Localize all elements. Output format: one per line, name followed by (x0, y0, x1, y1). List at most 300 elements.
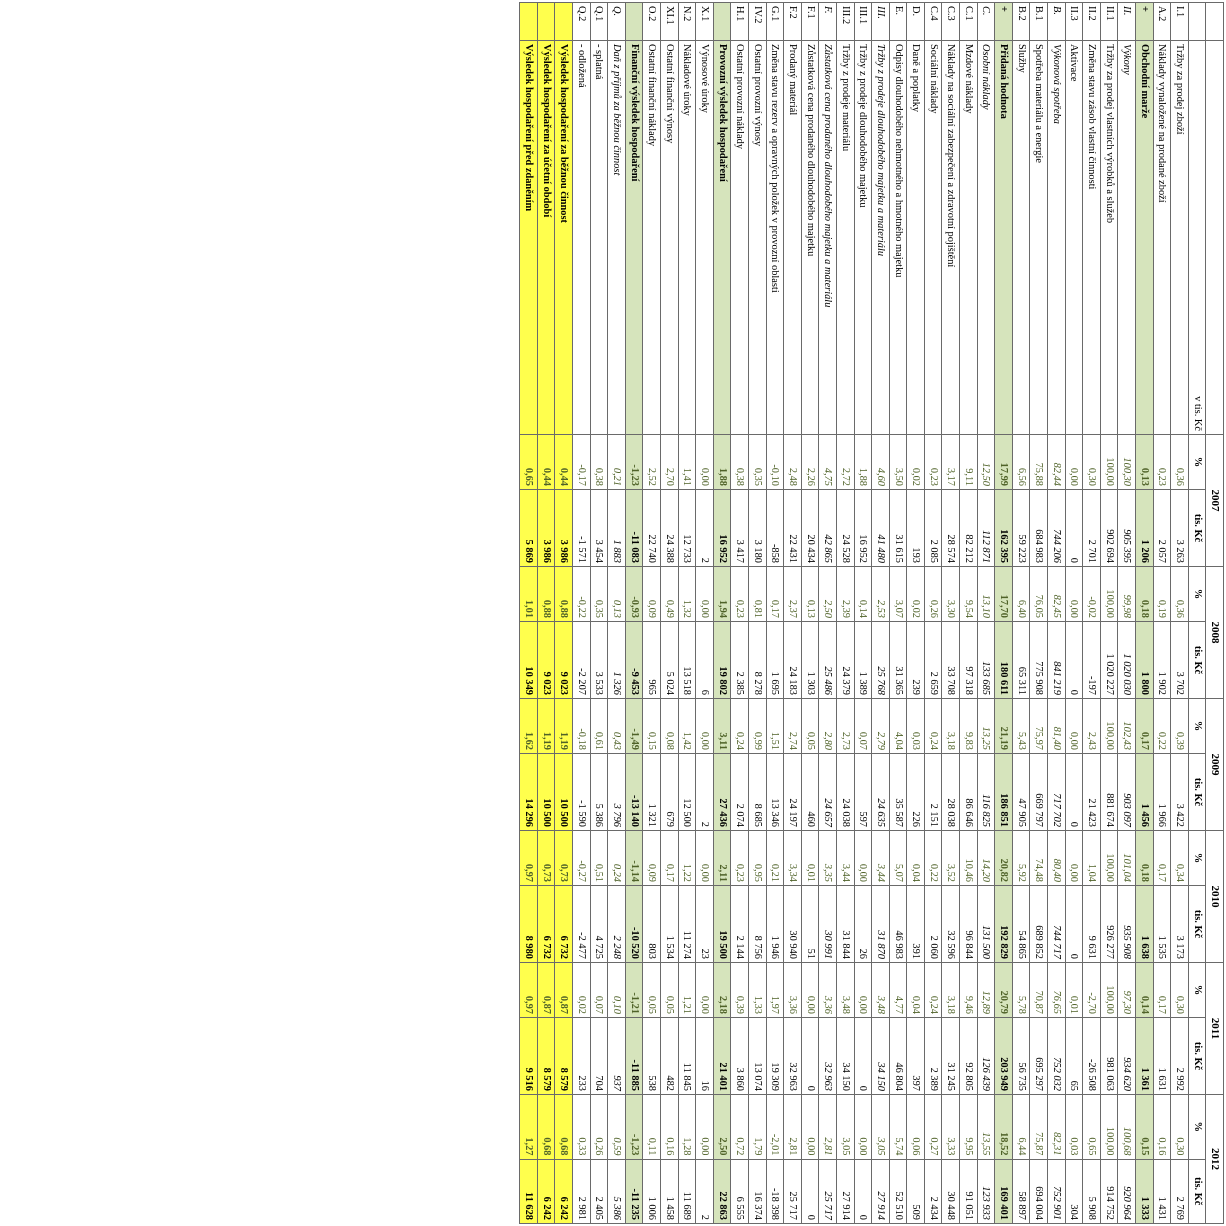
row-label: Přidaná hodnota (995, 41, 1013, 435)
value-cell: 41 480 (872, 490, 890, 567)
value-cell: 3 986 (555, 490, 573, 567)
value-cell: -13 140 (625, 754, 643, 831)
table-row (608, 3, 626, 1224)
percent-cell: 2,74 (784, 699, 802, 754)
percent-cell: 0,09 (643, 567, 661, 622)
value-cell: 304 (1065, 1159, 1083, 1224)
value-cell: 169 401 (995, 1159, 1013, 1224)
value-cell: 12 500 (678, 754, 696, 831)
percent-cell: 0,97 (520, 831, 538, 886)
abs-header: tis. Kč (1188, 490, 1206, 567)
value-cell: 24 528 (836, 490, 854, 567)
row-label: Ostatní finanční náklady (643, 41, 661, 435)
value-cell: 1 206 (1136, 490, 1154, 567)
value-cell: 6 242 (555, 1159, 573, 1224)
percent-cell: 4,77 (889, 963, 907, 1018)
value-cell: 123 933 (977, 1159, 995, 1224)
unit-label: v tis. Kč (1188, 41, 1206, 435)
percent-cell: 0,13 (608, 567, 626, 622)
table-row (1100, 3, 1118, 1224)
percent-cell: 0,59 (608, 1095, 626, 1160)
percent-cell: 3,05 (872, 1095, 890, 1160)
table-row (766, 3, 784, 1224)
value-cell: 97 318 (960, 622, 978, 699)
value-cell: 2 (696, 490, 714, 567)
value-cell: 32 963 (819, 1018, 837, 1095)
row-label: Zůstatková cena prodaného dlouhodobého majetku (801, 41, 819, 435)
table-row (977, 3, 995, 1224)
row-label: Výsledek hospodaření za účetní období (537, 41, 555, 435)
table-row (1118, 3, 1136, 1224)
value-cell: 6 (696, 622, 714, 699)
value-cell: 1 456 (1136, 754, 1154, 831)
value-cell: 34 150 (872, 1018, 890, 1095)
value-cell: 937 (608, 1018, 626, 1095)
value-cell: 126 439 (977, 1018, 995, 1095)
percent-cell: -0,02 (1083, 567, 1101, 622)
percent-cell: 1,19 (537, 699, 555, 754)
percent-cell: 0,34 (1171, 831, 1189, 886)
row-code: B.1 (1030, 3, 1048, 41)
value-cell: 11 689 (678, 1159, 696, 1224)
percent-cell: -0,18 (573, 699, 591, 754)
percent-cell: 0,07 (854, 699, 872, 754)
value-cell: 8 579 (555, 1018, 573, 1095)
percent-cell: 0,04 (907, 831, 925, 886)
row-code: II. (1118, 3, 1136, 41)
percent-cell: 0,35 (748, 435, 766, 490)
table-row (1153, 3, 1171, 1224)
table-row (590, 3, 608, 1224)
row-label: Ostatní provozní náklady (731, 41, 749, 435)
value-cell: 32 596 (942, 886, 960, 963)
row-code (625, 3, 643, 41)
row-label: Spotřeba materiálu a energie (1030, 41, 1048, 435)
percent-cell: 100,00 (1100, 963, 1118, 1018)
value-cell: 2 769 (1171, 1159, 1189, 1224)
percent-cell: 3,11 (713, 699, 731, 754)
table-row (854, 3, 872, 1224)
value-cell: 24 183 (784, 622, 802, 699)
percent-cell: 0,33 (573, 1095, 591, 1160)
value-cell: 1 361 (1136, 1018, 1154, 1095)
percent-cell: 2,53 (872, 567, 890, 622)
table-row (924, 3, 942, 1224)
value-cell: 841 219 (1048, 622, 1066, 699)
value-cell: 22 740 (643, 490, 661, 567)
percent-cell: 6,56 (1012, 435, 1030, 490)
percent-cell: -2,70 (1083, 963, 1101, 1018)
row-code: E. (889, 3, 907, 41)
value-cell: 1 333 (1136, 1159, 1154, 1224)
percent-cell: 0,97 (520, 963, 538, 1018)
row-code: XI.1 (661, 3, 679, 41)
value-cell: 704 (590, 1018, 608, 1095)
row-label: - splatná (590, 41, 608, 435)
row-label: Tržby z prodeje materiálu (836, 41, 854, 435)
value-cell: 3 417 (731, 490, 749, 567)
value-cell: 775 908 (1030, 622, 1048, 699)
percent-cell: 1,21 (678, 963, 696, 1018)
value-cell: 23 (696, 886, 714, 963)
table-row (748, 3, 766, 1224)
value-cell: 11 845 (678, 1018, 696, 1095)
abs-header: tis. Kč (1188, 1018, 1206, 1095)
percent-cell: 0,23 (731, 567, 749, 622)
percent-cell: -1,14 (625, 831, 643, 886)
percent-cell: 6,44 (1012, 1095, 1030, 1160)
percent-cell: 9,83 (960, 699, 978, 754)
percent-cell: -0,10 (766, 435, 784, 490)
value-cell: 902 694 (1100, 490, 1118, 567)
value-cell: 24 038 (836, 754, 854, 831)
value-cell: -2 207 (573, 622, 591, 699)
percent-cell: 0,35 (590, 567, 608, 622)
percent-cell: 6,40 (1012, 567, 1030, 622)
value-cell: 0 (1065, 490, 1083, 567)
percent-cell: 102,43 (1118, 699, 1136, 754)
pct-header: % (1188, 699, 1206, 754)
table-row (836, 3, 854, 1224)
table-row (520, 3, 538, 1224)
value-cell: 920 964 (1118, 1159, 1136, 1224)
value-cell: 2 151 (924, 754, 942, 831)
table-row (942, 3, 960, 1224)
percent-cell: 5,74 (889, 1095, 907, 1160)
value-cell: 25 717 (784, 1159, 802, 1224)
value-cell: 31 245 (942, 1018, 960, 1095)
value-cell: 22 863 (713, 1159, 731, 1224)
value-cell: 6 242 (537, 1159, 555, 1224)
percent-cell: 3,50 (889, 435, 907, 490)
value-cell: 881 674 (1100, 754, 1118, 831)
value-cell: 2 659 (924, 622, 942, 699)
value-cell: 13 346 (766, 754, 784, 831)
percent-cell: 0,17 (1153, 963, 1171, 1018)
percent-cell: 0,99 (748, 699, 766, 754)
value-cell: 30 448 (942, 1159, 960, 1224)
value-cell: 233 (573, 1018, 591, 1095)
value-cell: 46 983 (889, 886, 907, 963)
value-cell: 3 702 (1171, 622, 1189, 699)
percent-cell: 0,00 (1065, 699, 1083, 754)
percent-cell: 0,00 (696, 567, 714, 622)
value-cell: 689 852 (1030, 886, 1048, 963)
value-cell: 11 628 (520, 1159, 538, 1224)
percent-cell: 2,48 (784, 435, 802, 490)
value-cell: -1 590 (573, 754, 591, 831)
percent-cell: 1,51 (766, 699, 784, 754)
table-row (625, 3, 643, 1224)
value-cell: 3 422 (1171, 754, 1189, 831)
value-cell: 91 051 (960, 1159, 978, 1224)
value-cell: 116 825 (977, 754, 995, 831)
value-cell: 9 023 (537, 622, 555, 699)
percent-cell: 9,46 (960, 963, 978, 1018)
value-cell: 0 (801, 1159, 819, 1224)
percent-cell: 0,39 (731, 963, 749, 1018)
percent-cell: 1,94 (713, 567, 731, 622)
value-cell: 193 (907, 490, 925, 567)
table-row (872, 3, 890, 1224)
percent-cell: 0,49 (661, 567, 679, 622)
table-row (731, 3, 749, 1224)
row-code: D. (907, 3, 925, 41)
value-cell: 2 389 (924, 1018, 942, 1095)
percent-cell: 3,07 (889, 567, 907, 622)
percent-cell: 20,82 (995, 831, 1013, 886)
row-code: H.1 (731, 3, 749, 41)
row-label: Daně a poplatky (907, 41, 925, 435)
value-cell: 2 405 (590, 1159, 608, 1224)
value-cell: 2 992 (1171, 1018, 1189, 1095)
row-code: O.2 (643, 3, 661, 41)
row-label: Tržby z prodeje dlouhodobého majetku (854, 41, 872, 435)
value-cell: 1 389 (854, 622, 872, 699)
percent-cell: 4,75 (819, 435, 837, 490)
percent-cell: 1,32 (678, 567, 696, 622)
value-cell: -858 (766, 490, 784, 567)
percent-cell: 0,24 (608, 831, 626, 886)
percent-cell: 2,80 (819, 699, 837, 754)
percent-cell: 0,21 (766, 831, 784, 886)
row-label: Sociální náklady (924, 41, 942, 435)
value-cell: 9 023 (555, 622, 573, 699)
value-cell: 1 534 (661, 886, 679, 963)
percent-cell: 0,02 (573, 963, 591, 1018)
row-label: Prodaný materiál (784, 41, 802, 435)
value-cell: 35 587 (889, 754, 907, 831)
percent-cell: 17,70 (995, 567, 1013, 622)
percent-cell: 9,95 (960, 1095, 978, 1160)
percent-cell: 0,36 (1171, 567, 1189, 622)
percent-cell: 0,18 (1136, 831, 1154, 886)
corner-cell (1206, 3, 1224, 41)
table-row (1083, 3, 1101, 1224)
percent-cell: 3,34 (784, 831, 802, 886)
value-cell: 30 991 (819, 886, 837, 963)
percent-cell: 0,27 (924, 1095, 942, 1160)
table-row (713, 3, 731, 1224)
row-code: III.2 (836, 3, 854, 41)
corner-cell (1206, 41, 1224, 435)
table-row (678, 3, 696, 1224)
percent-cell: 0,17 (661, 831, 679, 886)
value-cell: -197 (1083, 622, 1101, 699)
row-label: Provozní výsledek hospodaření (713, 41, 731, 435)
row-code: F.2 (784, 3, 802, 41)
row-code (713, 3, 731, 41)
value-cell: 3 796 (608, 754, 626, 831)
percent-cell: 0,39 (1171, 699, 1189, 754)
value-cell: 905 395 (1118, 490, 1136, 567)
row-code: IV.2 (748, 3, 766, 41)
row-code: C. (977, 3, 995, 41)
row-code: X.1 (696, 3, 714, 41)
percent-cell: 0,15 (1136, 1095, 1154, 1160)
row-code: F. (819, 3, 837, 41)
year-header: 2011 (1206, 963, 1224, 1095)
value-cell: 391 (907, 886, 925, 963)
percent-cell: 0,00 (1065, 567, 1083, 622)
year-header: 2009 (1206, 699, 1224, 831)
pct-header: % (1188, 435, 1206, 490)
percent-cell: 1,22 (678, 831, 696, 886)
percent-cell: 0,21 (608, 435, 626, 490)
percent-cell: 1,01 (520, 567, 538, 622)
percent-cell: 3,30 (942, 567, 960, 622)
value-cell: 482 (661, 1018, 679, 1095)
percent-cell: 0,11 (643, 1095, 661, 1160)
value-cell: 162 395 (995, 490, 1013, 567)
value-cell: -2 477 (573, 886, 591, 963)
percent-cell: 0,01 (1065, 963, 1083, 1018)
value-cell: 1 020 030 (1118, 622, 1136, 699)
value-cell: 717 702 (1048, 754, 1066, 831)
value-cell: 0 (801, 1018, 819, 1095)
value-cell: 24 388 (661, 490, 679, 567)
value-cell: 20 434 (801, 490, 819, 567)
value-cell: 21 401 (713, 1018, 731, 1095)
percent-cell: 0,73 (537, 831, 555, 886)
value-cell: 1 800 (1136, 622, 1154, 699)
percent-cell: 76,05 (1030, 567, 1048, 622)
value-cell: 1 883 (608, 490, 626, 567)
percent-cell: 2,18 (713, 963, 731, 1018)
percent-cell: 0,18 (1136, 567, 1154, 622)
value-cell: 695 297 (1030, 1018, 1048, 1095)
percent-cell: 100,00 (1100, 567, 1118, 622)
percent-cell: 4,60 (872, 435, 890, 490)
value-cell: 509 (907, 1159, 925, 1224)
percent-cell: 0,00 (696, 699, 714, 754)
percent-cell: 0,09 (643, 831, 661, 886)
table-row (1136, 3, 1154, 1224)
percent-cell: 2,39 (836, 567, 854, 622)
row-label: Tržby z prodeje dlouhodobého majetku a materiálu (872, 41, 890, 435)
percent-cell: 0,68 (555, 1095, 573, 1160)
percent-cell: 0,87 (537, 963, 555, 1018)
percent-cell: 3,52 (942, 831, 960, 886)
value-cell: 6 732 (555, 886, 573, 963)
value-cell: 32 963 (784, 1018, 802, 1095)
value-cell: 460 (801, 754, 819, 831)
abs-header: tis. Kč (1188, 1159, 1206, 1224)
value-cell: 397 (907, 1018, 925, 1095)
percent-cell: -1,23 (625, 1095, 643, 1160)
row-label: Změna stavu rezerv a opravných položek v provozní oblasti (766, 41, 784, 435)
row-code: C.1 (960, 3, 978, 41)
value-cell: 24 635 (872, 754, 890, 831)
value-cell: 25 486 (819, 622, 837, 699)
percent-cell: 0,24 (924, 699, 942, 754)
value-cell: 47 905 (1012, 754, 1030, 831)
percent-cell: 0,00 (801, 963, 819, 1018)
value-cell: 8 756 (748, 886, 766, 963)
percent-cell: 21,19 (995, 699, 1013, 754)
percent-cell: 101,04 (1118, 831, 1136, 886)
value-cell: 16 952 (713, 490, 731, 567)
row-code: III.1 (854, 3, 872, 41)
value-cell: 1 631 (1153, 1018, 1171, 1095)
value-cell: 3 263 (1171, 490, 1189, 567)
value-cell: 203 949 (995, 1018, 1013, 1095)
value-cell: 2 385 (731, 622, 749, 699)
table-row (555, 3, 573, 1224)
table-row (643, 3, 661, 1224)
percent-cell: 2,50 (819, 567, 837, 622)
value-cell: 51 (801, 886, 819, 963)
value-cell: 54 865 (1012, 886, 1030, 963)
value-cell: 2 434 (924, 1159, 942, 1224)
table-row (889, 3, 907, 1224)
percent-cell: 14,20 (977, 831, 995, 886)
percent-cell: 3,18 (942, 699, 960, 754)
percent-cell: 0,24 (924, 963, 942, 1018)
value-cell: 180 611 (995, 622, 1013, 699)
pct-header: % (1188, 1095, 1206, 1160)
value-cell: 0 (1065, 886, 1083, 963)
value-cell: 3 533 (590, 622, 608, 699)
table-row (784, 3, 802, 1224)
value-cell: 2 (696, 754, 714, 831)
percent-cell: 0,00 (696, 1095, 714, 1160)
value-cell: 24 657 (819, 754, 837, 831)
row-code: F.1 (801, 3, 819, 41)
rotated-page (409, 0, 1226, 1226)
percent-cell: -0,22 (573, 567, 591, 622)
percent-cell: 1,97 (766, 963, 784, 1018)
value-cell: 744 717 (1048, 886, 1066, 963)
percent-cell: 0,00 (696, 831, 714, 886)
percent-cell: 0,44 (537, 435, 555, 490)
value-cell: 0 (1065, 622, 1083, 699)
percent-cell: 1,88 (854, 435, 872, 490)
percent-cell: 3,35 (819, 831, 837, 886)
row-label: Odpisy dlouhodobého nehmotného a hmotného majetku (889, 41, 907, 435)
percent-cell: 0,88 (537, 567, 555, 622)
percent-cell: 0,15 (643, 699, 661, 754)
value-cell: 9 516 (520, 1018, 538, 1095)
value-cell: 1 966 (1153, 754, 1171, 831)
value-cell: 65 (1065, 1018, 1083, 1095)
value-cell: 914 752 (1100, 1159, 1118, 1224)
percent-cell: 0,88 (555, 567, 573, 622)
table-row (537, 3, 555, 1224)
value-cell: 1 303 (801, 622, 819, 699)
row-label: Tržby za prodej zboží (1171, 41, 1189, 435)
row-code: C.4 (924, 3, 942, 41)
value-cell: 965 (643, 622, 661, 699)
percent-cell: 0,13 (801, 567, 819, 622)
value-cell: 24 197 (784, 754, 802, 831)
percent-cell: 3,36 (784, 963, 802, 1018)
row-code: Q. (608, 3, 626, 41)
percent-cell: 1,27 (520, 1095, 538, 1160)
percent-cell: 75,88 (1030, 435, 1048, 490)
percent-cell: 0,68 (537, 1095, 555, 1160)
percent-cell: 18,52 (995, 1095, 1013, 1160)
percent-cell: -1,21 (625, 963, 643, 1018)
row-code: B. (1048, 3, 1066, 41)
percent-cell: 0,23 (924, 435, 942, 490)
percent-cell: 2,43 (1083, 699, 1101, 754)
value-cell: 8 980 (520, 886, 538, 963)
value-cell: 10 500 (555, 754, 573, 831)
percent-cell: 0,23 (731, 831, 749, 886)
percent-cell: -0,17 (573, 435, 591, 490)
value-cell: 19 500 (713, 886, 731, 963)
